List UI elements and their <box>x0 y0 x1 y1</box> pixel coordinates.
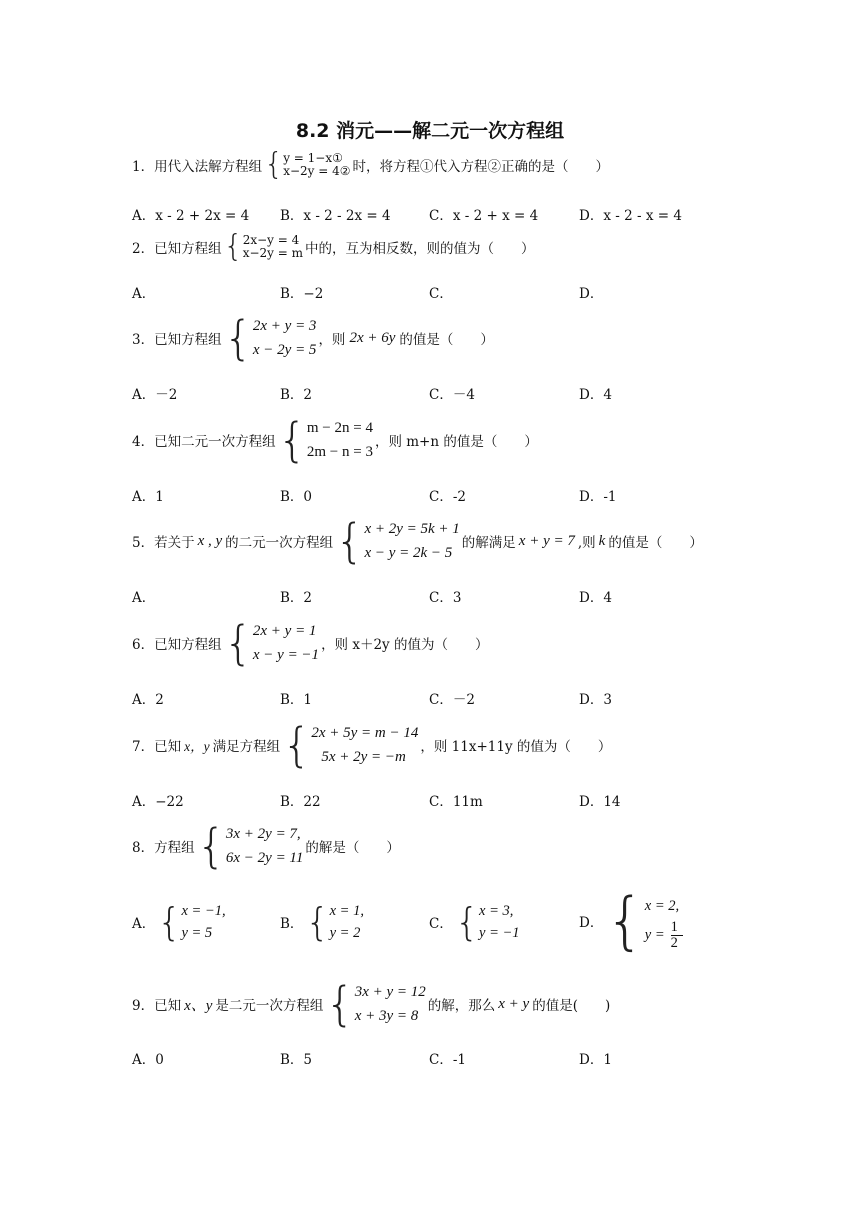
equation-1: m − 2n = 4 <box>306 420 373 436</box>
question-2 <box>132 229 535 264</box>
answer-line-1: x = 3, <box>479 903 514 919</box>
question-1-prefix: 1．用代入法解方程组 <box>132 159 263 175</box>
question-5-mid: 的二元一次方程组 <box>225 535 334 551</box>
question-3-prefix: 3．已知方程组 <box>132 332 222 348</box>
question-6-prefix: 6．已知方程组 <box>132 637 222 653</box>
variables: x , y <box>197 532 223 549</box>
equation-2: x−2y = 4② <box>283 164 351 178</box>
option-d[interactable]: D． <box>579 286 604 302</box>
brace-icon: { <box>305 900 330 944</box>
equation-system-2 <box>223 229 303 264</box>
question-5-suffix: 的值是（ ） <box>608 535 703 551</box>
option-c[interactable]: C．－2 <box>429 692 475 708</box>
option-d[interactable] <box>579 884 685 957</box>
equation-2: x − y = −1 <box>252 647 320 663</box>
equation-system-6 <box>223 616 320 670</box>
condition: x + y = 7 <box>518 532 575 549</box>
answer-system-c <box>455 900 520 944</box>
equation-1: 2x + y = 3 <box>252 318 317 334</box>
equation-1: x + 2y = 5k + 1 <box>364 521 460 537</box>
option-label: C． <box>429 916 453 932</box>
brace-icon: { <box>277 413 307 467</box>
question-9-suffix: 的值是( ) <box>532 998 611 1014</box>
option-b[interactable]: B．2 <box>280 590 313 606</box>
equation-system-9 <box>325 977 426 1031</box>
equation-2: x − y = 2k − 5 <box>364 545 453 561</box>
equation-system-4 <box>277 413 373 467</box>
equation-2: x − 2y = 5 <box>252 342 317 358</box>
question-4-prefix: 4．已知二元一次方程组 <box>132 434 276 450</box>
option-a[interactable]: A． <box>132 590 156 606</box>
answer-line-2: y = 2 <box>329 925 361 941</box>
answer-line-2: y = 5 <box>181 925 213 941</box>
option-a[interactable]: A．－2 <box>132 387 178 403</box>
answer-line-2-left: y = <box>644 927 665 943</box>
answer-system-d <box>605 884 682 957</box>
question-2-prefix: 2．已知方程组 <box>132 241 222 257</box>
brace-icon: { <box>223 229 243 264</box>
variables: x、y <box>184 997 213 1014</box>
option-b[interactable]: B．0 <box>280 489 313 505</box>
option-label: A． <box>132 916 156 932</box>
question-9-mid2: 的解，那么 <box>427 998 496 1014</box>
question-9 <box>132 977 611 1031</box>
option-b[interactable]: B．1 <box>280 692 313 708</box>
answer-line-2 <box>645 920 683 951</box>
question-6 <box>132 616 489 670</box>
equation-2: 5x + 2y = −m <box>321 749 406 765</box>
question-2-suffix: 中的，互为相反数，则的值为（ ） <box>305 241 535 257</box>
brace-icon: { <box>196 819 226 873</box>
question-8-suffix: 的解是（ ） <box>305 840 400 856</box>
option-d[interactable]: D．x - 2 - x = 4 <box>579 208 682 224</box>
fraction <box>671 920 683 951</box>
question-8-prefix: 8．方程组 <box>132 840 195 856</box>
option-a[interactable]: A．2 <box>132 692 164 708</box>
equation-system-8 <box>196 819 304 873</box>
answer-system-a <box>157 900 225 944</box>
variable-k: k <box>598 532 606 549</box>
option-label: D． <box>579 915 604 931</box>
option-c[interactable]: C．11m <box>429 794 483 810</box>
equation-1: 3x + y = 12 <box>354 984 426 1000</box>
option-a[interactable]: A．0 <box>132 1052 164 1068</box>
equation-1: 2x + 5y = m − 14 <box>311 725 419 741</box>
question-6-suffix: ，则 x＋2y 的值为（ ） <box>321 637 489 653</box>
fraction-denominator: 2 <box>670 934 678 951</box>
equation-system-3 <box>223 311 317 365</box>
option-d[interactable]: D．4 <box>579 387 612 403</box>
option-b[interactable] <box>280 900 366 944</box>
option-a[interactable]: A． <box>132 286 156 302</box>
option-c[interactable]: C．-1 <box>429 1052 466 1068</box>
question-1-suffix: 时，将方程①代入方程②正确的是（ ） <box>352 159 609 175</box>
question-3-suffix: 的值是（ ） <box>399 332 494 348</box>
option-c[interactable]: C．－4 <box>429 387 475 403</box>
option-a[interactable]: A．−22 <box>132 794 184 810</box>
question-4-suffix: ，则 m+n 的值是（ ） <box>374 434 538 450</box>
question-5-mid3: ,则 <box>577 535 596 551</box>
variables: x，y <box>184 739 210 754</box>
option-d[interactable]: D．-1 <box>579 489 617 505</box>
option-b[interactable]: B．2 <box>280 387 313 403</box>
option-a[interactable] <box>132 900 228 944</box>
equation-2: x−2y = m <box>242 246 303 260</box>
question-7 <box>132 718 612 772</box>
equation-1: 2x + y = 1 <box>252 623 317 639</box>
equation-1: 2x−y = 4 <box>242 233 300 247</box>
option-c[interactable]: C． <box>429 286 453 302</box>
expression: 2x + 6y <box>349 329 396 346</box>
page-title: 8.2 消元——解二元一次方程组 <box>295 120 565 142</box>
option-d[interactable]: D．1 <box>579 1052 612 1068</box>
option-a[interactable]: A．x - 2 + 2x = 4 <box>132 208 250 224</box>
question-5-mid2: 的解满足 <box>461 535 516 551</box>
equation-2: 2m − n = 3 <box>306 444 373 460</box>
question-8 <box>132 819 400 873</box>
option-b[interactable]: B．−2 <box>280 286 324 302</box>
option-a[interactable]: A．1 <box>132 489 164 505</box>
question-9-mid: 是二元一次方程组 <box>215 998 324 1014</box>
brace-icon: { <box>157 900 182 944</box>
equation-system-7 <box>282 718 419 772</box>
option-c[interactable] <box>429 900 522 944</box>
answer-line-1: x = −1, <box>181 903 226 919</box>
fraction-numerator: 1 <box>670 918 678 935</box>
option-b[interactable]: B．22 <box>280 794 321 810</box>
equation-1: y = 1−x① <box>283 151 343 165</box>
brace-icon: { <box>605 884 645 957</box>
option-d[interactable]: D．14 <box>579 794 621 810</box>
option-b[interactable]: B．5 <box>280 1052 313 1068</box>
question-4 <box>132 413 538 467</box>
option-b[interactable]: B．x - 2 - 2x = 4 <box>280 208 391 224</box>
brace-icon: { <box>223 311 253 365</box>
question-7-suffix: ，则 11x+11y 的值为（ ） <box>420 739 612 755</box>
question-5 <box>132 514 703 568</box>
option-d[interactable]: D．3 <box>579 692 612 708</box>
equation-2: 6x − 2y = 11 <box>225 850 304 866</box>
answer-system-b <box>305 900 364 944</box>
option-c[interactable]: C．-2 <box>429 489 466 505</box>
brace-icon: { <box>454 900 480 944</box>
brace-icon: { <box>223 616 253 670</box>
option-c[interactable]: C．3 <box>429 590 462 606</box>
question-1 <box>132 147 609 182</box>
option-d[interactable]: D．4 <box>579 590 612 606</box>
expression: x + y <box>498 995 530 1012</box>
brace-icon: { <box>282 718 312 772</box>
question-3-mid: ，则 <box>318 332 346 348</box>
answer-line-1: x = 2, <box>644 897 680 914</box>
question-7-prefix: 7．已知 <box>132 739 182 755</box>
brace-icon: { <box>325 977 355 1031</box>
brace-icon: { <box>335 514 365 568</box>
question-3 <box>132 311 494 365</box>
equation-2: x + 3y = 8 <box>354 1008 419 1024</box>
question-9-prefix: 9．已知 <box>132 998 182 1014</box>
equation-system-1 <box>264 147 351 182</box>
brace-icon: { <box>264 147 284 182</box>
answer-line-2: y = −1 <box>479 925 520 941</box>
option-label: B． <box>280 916 304 932</box>
option-c[interactable]: C．x - 2 + x = 4 <box>429 208 539 224</box>
question-5-prefix: 5．若关于 <box>132 535 195 551</box>
answer-line-1: x = 1, <box>329 903 364 919</box>
equation-system-5 <box>335 514 460 568</box>
question-7-mid: 满足方程组 <box>212 739 281 755</box>
equation-1: 3x + 2y = 7, <box>225 826 301 842</box>
